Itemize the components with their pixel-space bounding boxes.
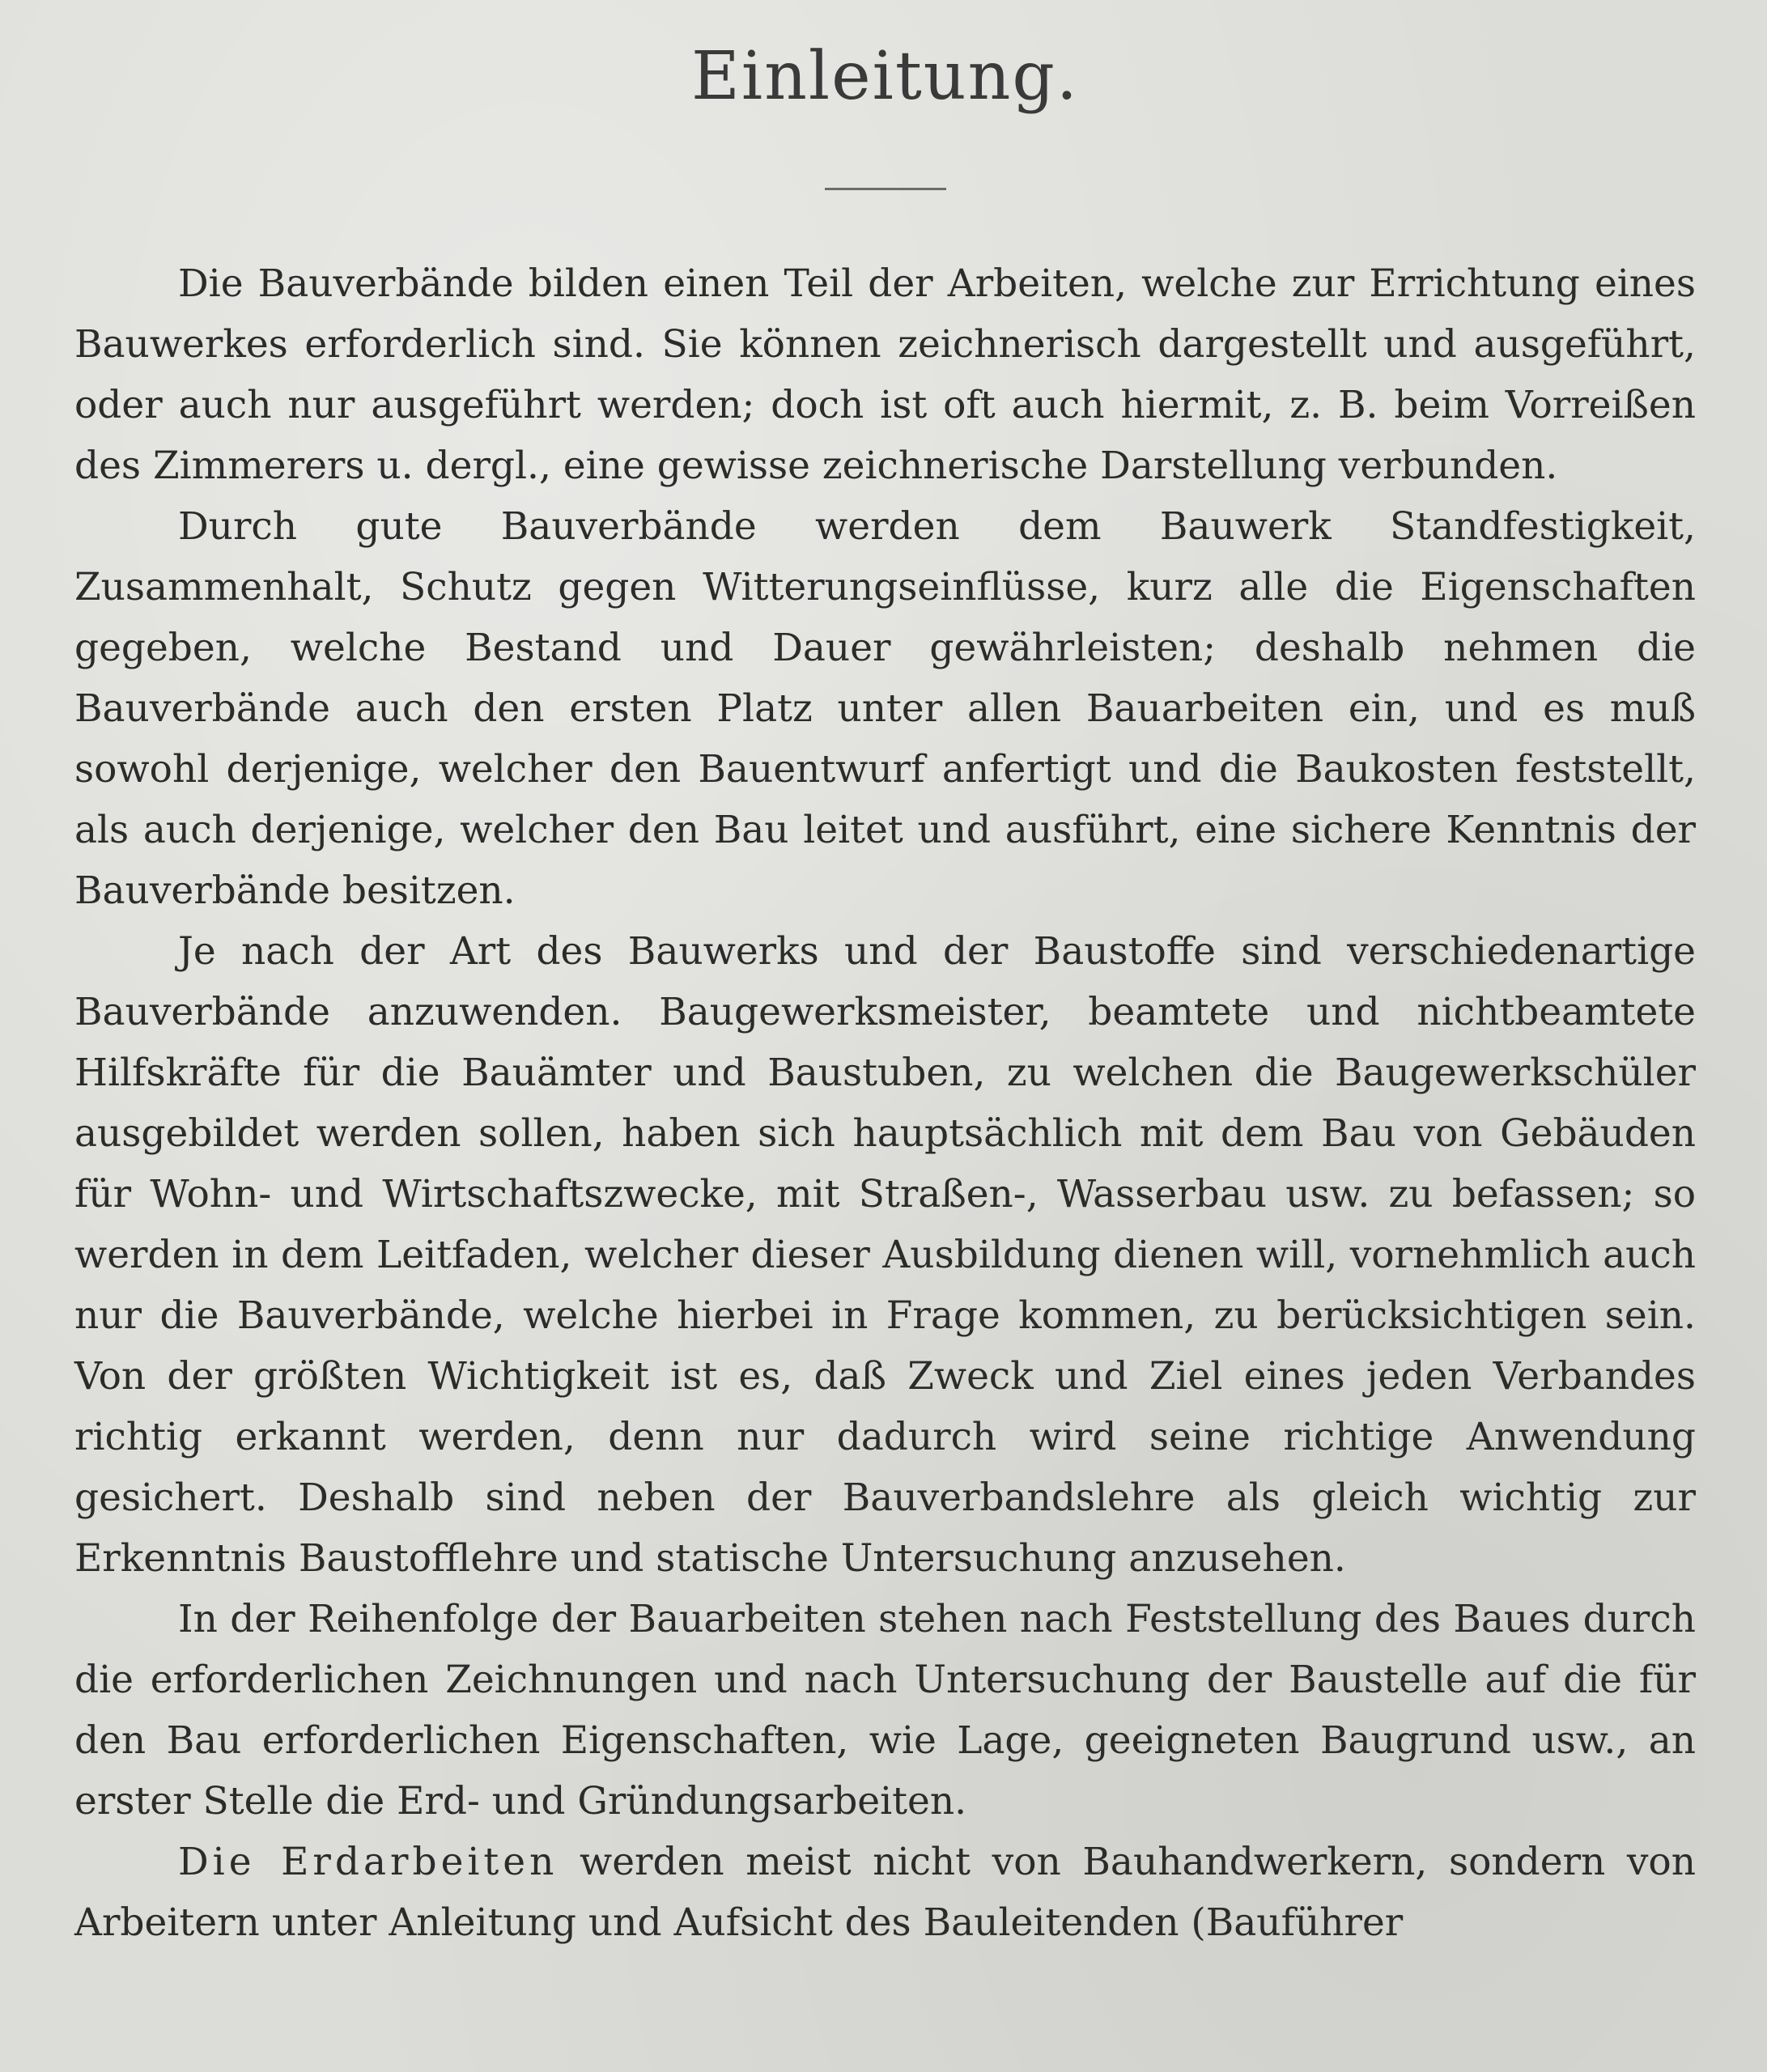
body-text — [74, 253, 1696, 1953]
paragraph-5-text: werden meist nicht von Bauhandwerkern, sondern von Arbeitern unter Anleitung und Aufsicht des Bauleitenden (Bauführer — [74, 1840, 1696, 1945]
paragraph-3: Je nach der Art des Bauwerks und der Baustoffe sind verschiedenartige Bauverbände anzuwenden. Baugewerksmeister, beamtete und nichtbeamtete Hilfskräfte für die Bauämter und Baustuben, zu welchen die Baugewerkschüler ausgebildet werden sollen, haben sich hauptsächlich mit dem Bau von Gebäuden für Wohn- und Wirtschaftszwecke, mit Straßen-, Wasserbau usw. zu befassen; so werden in dem Leitfaden, welcher dieser Ausbildung dienen will, vornehmlich auch nur die Bauverbände, welche hierbei in Frage kommen, zu berücksichtigen sein. Von der größten Wichtigkeit ist es, daß Zweck und Ziel eines jeden Verbandes richtig erkannt werden, denn nur dadurch wird seine richtige Anwendung gesichert. Deshalb sind neben der Bauverbandslehre als gleich wichtig zur Erkenntnis Baustofflehre und statische Untersuchung anzusehen. — [74, 929, 1696, 1581]
spaced-term: Die Erdarbeiten — [178, 1840, 559, 1884]
title-divider — [825, 188, 946, 190]
paragraph-5 — [74, 1832, 1696, 1953]
paragraph-4: In der Reihenfolge der Bauarbeiten stehen nach Feststellung des Baues durch die erforderlichen Zeichnungen und nach Untersuchung der Baustelle auf die für den Bau erforderlichen Eigenschaften, wie Lage, geeigneten Baugrund usw., an erster Stelle die Erd- und Gründungsarbeiten. — [74, 1597, 1696, 1824]
paragraph-1: Die Bauverbände bilden einen Teil der Arbeiten, welche zur Errichtung eines Bauwerkes erforderlich sind. Sie können zeichnerisch dargestellt und ausgeführt, oder auch nur ausgeführt werden; doch ist oft auch hiermit, z. B. beim Vorreißen des Zimmerers u. dergl., eine gewisse zeichnerische Darstellung verbunden. — [74, 261, 1696, 488]
paragraph-2: Durch gute Bauverbände werden dem Bauwerk Standfestigkeit, Zusammenhalt, Schutz gegen Witterungseinflüsse, kurz alle die Eigenschaften gegeben, welche Bestand und Dauer gewährleisten; deshalb nehmen die Bauverbände auch den ersten Platz unter allen Bauarbeiten ein, und es muß sowohl derjenige, welcher den Bauentwurf anfertigt und die Baukosten feststellt, als auch derjenige, welcher den Bau leitet und ausführt, eine sichere Kenntnis der Bauverbände besitzen. — [74, 504, 1696, 913]
page-title: Einleitung. — [690, 38, 1079, 115]
